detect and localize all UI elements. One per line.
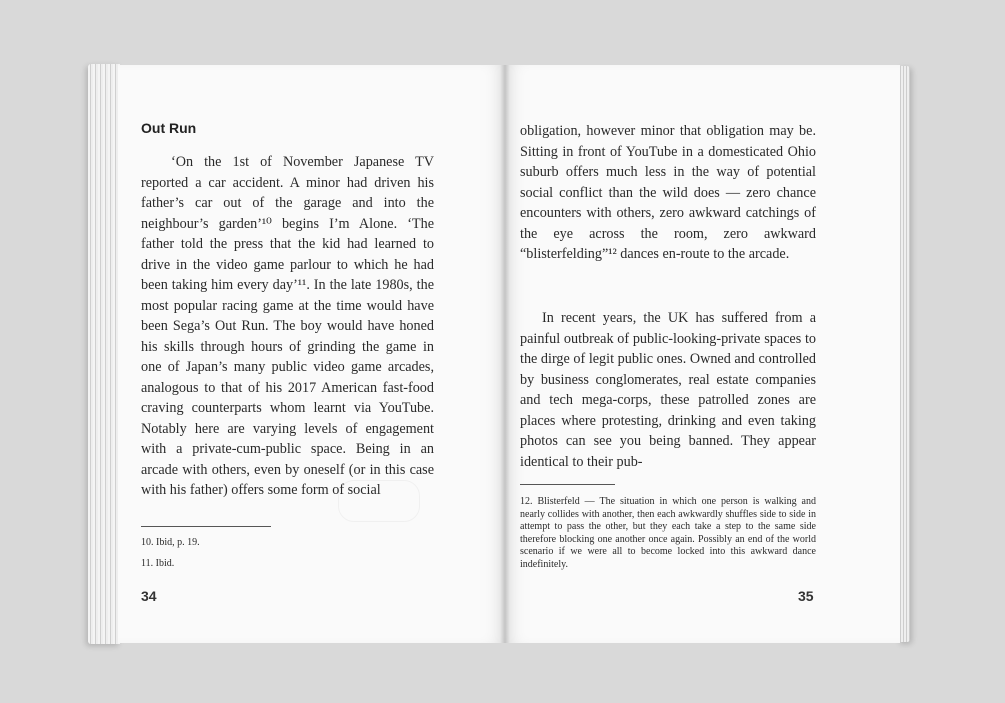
left-page-paragraph: ‘On the 1st of November Japanese TV reported a car accident. A minor had driven his father’s car out of the garage and into the neighbour’s garden’¹⁰ begins I’m Alone. ‘The father told the press that the kid had learned to drive in the video game parlour to which he had been taking him every day’¹¹. In the late 1980s, the most popular racing game at the time would have been Sega’s Out Run. The boy would have honed his skills through hours of grinding the game in one of Japan’s many public video game arcades, analogous to that of his 2017 American fast-food craving counterparts whom learnt via YouTube. Notably here are varying levels of engagement with a private-cum-public space. Being in an arcade with others, even by oneself (or in this case with his father) offers some form of social [141,154,434,498]
footnote-rule-left [141,526,271,527]
footnote-12: 12. Blisterfeld — The situation in which one person is walking and nearly collides with another, then each awkwardly shuffles side to side in attempt to pass the other, but they each take a step to the same side therefore blocking one another once again. Possibly an end of the world scenario if we were all to become locked into this awkward dance indefinitely. [520,496,816,570]
footnote-10: 10. Ibid, p. 19. [141,537,200,548]
page-number-right: 35 [798,588,814,604]
right-page-paragraph-2: In recent years, the UK has suffered from a painful outbreak of public-looking-private spaces to the dirge of legit public ones. Owned and controlled by business conglomerates, real estate companies and tech mega-corps, these patrolled zones are places where protesting, drinking and even taking photos can see you being banned. They appear identical to their pub- [520,310,816,470]
chapter-title: Out Run [141,120,197,136]
page-number-left: 34 [141,588,157,604]
footnote-11: 11. Ibid. [141,558,175,569]
footnote-rule-right [520,484,615,485]
right-page-paragraph-1: obligation, however minor that obligation may be. Sitting in front of YouTube in a domesticated Ohio suburb offers much less in the way of potential social conflict than the wild does — zero chance encounters with others, zero awkward catchings of the eye across the room, zero awkward “blisterfelding”¹² dances en-route to the arcade. [520,123,816,262]
page-stack-left [88,64,120,644]
open-book [88,60,910,648]
book-gutter [500,65,510,643]
